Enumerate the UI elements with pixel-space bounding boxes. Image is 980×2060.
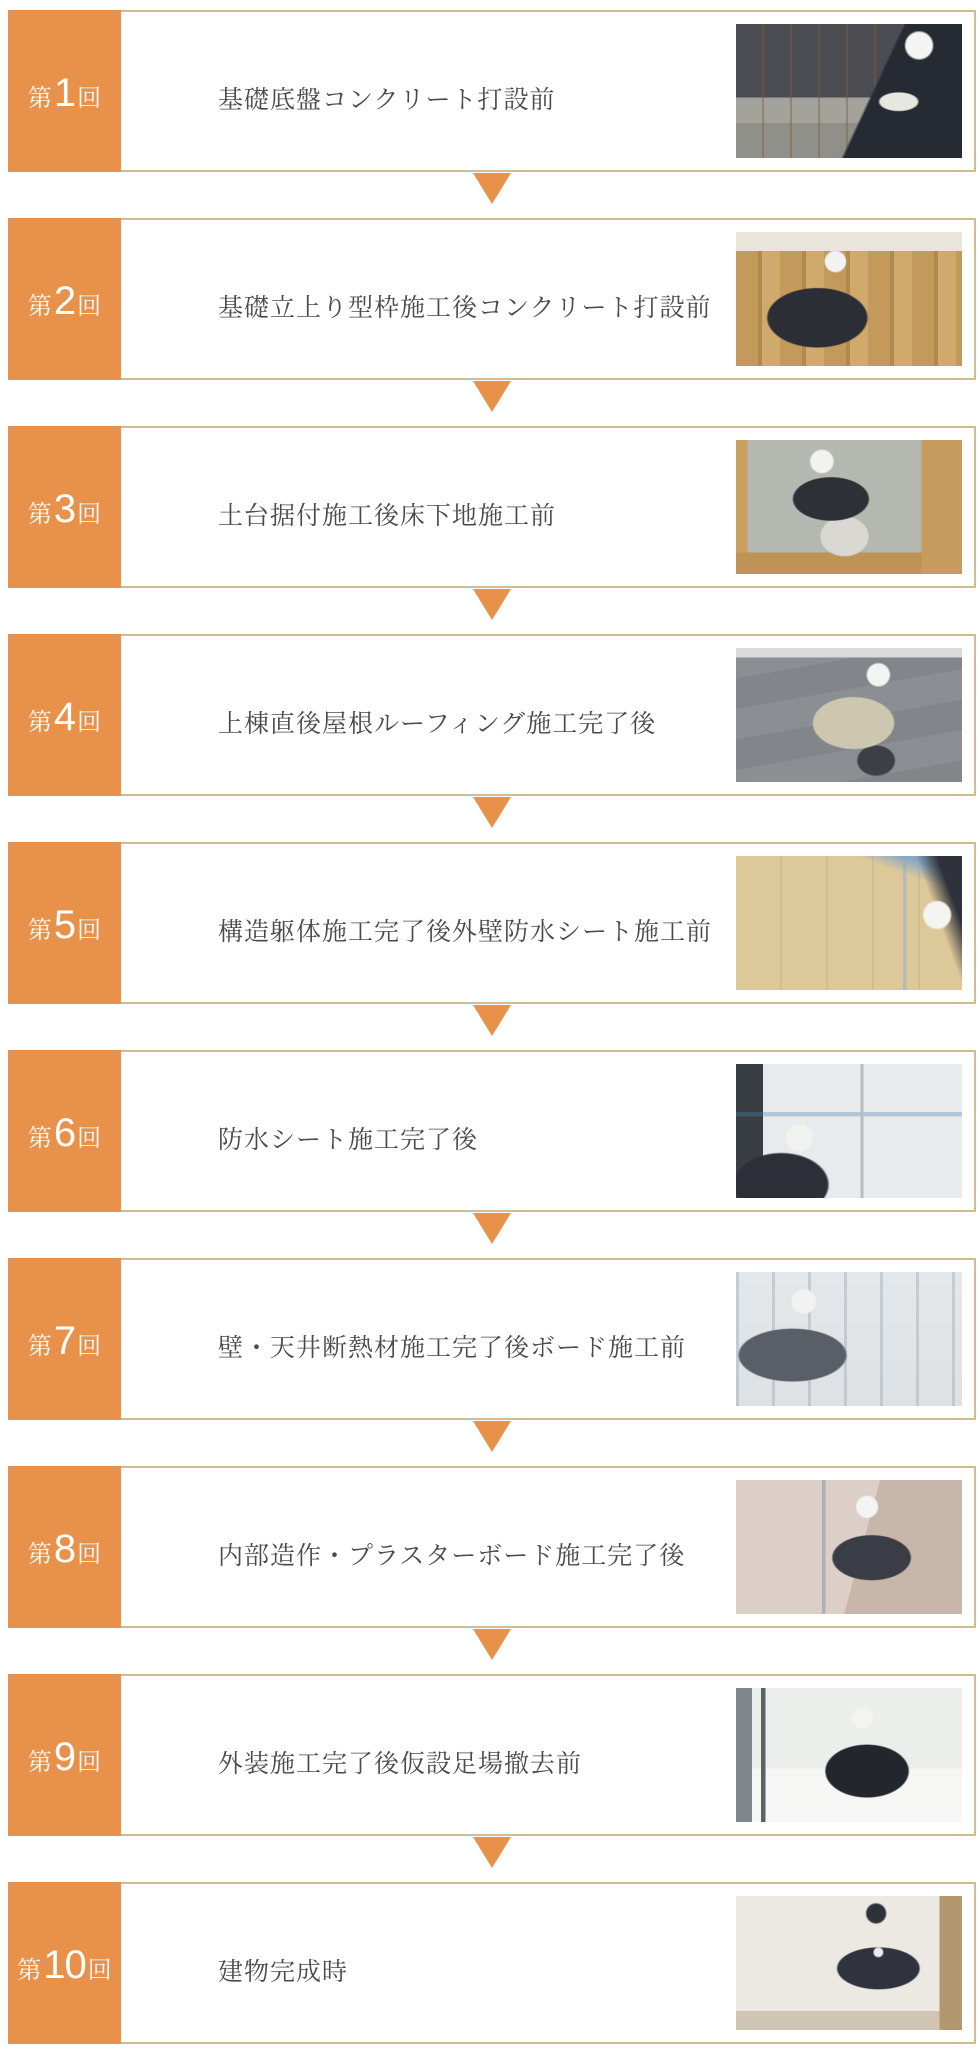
round-prefix: 第 [27, 1333, 52, 1360]
round-suffix: 回 [77, 1749, 102, 1776]
inspection-step-row [8, 842, 976, 1004]
round-prefix: 第 [27, 501, 52, 528]
arrow-down-icon [473, 1837, 511, 1868]
step-round-text [28, 73, 101, 113]
arrow-down-icon [473, 1629, 511, 1660]
step-content [121, 428, 974, 586]
round-prefix: 第 [27, 293, 52, 320]
inspector-checking-sill-installation-photo [736, 440, 962, 574]
inspector-checking-structural-frame-wall-photo [736, 856, 962, 990]
round-number: 8 [53, 1527, 76, 1571]
step-round-badge [8, 1882, 121, 2044]
inspector-checking-waterproof-sheet-photo [736, 1064, 962, 1198]
arrow-down-icon [473, 1213, 511, 1244]
step-content [121, 220, 974, 378]
inspector-measuring-roof-underlayment-photo [736, 648, 962, 782]
round-number: 7 [53, 1319, 76, 1363]
step-round-badge [8, 218, 121, 380]
step-round-text [28, 1737, 101, 1777]
inspection-step-row [8, 218, 976, 380]
step-round-badge [8, 10, 121, 172]
step-round-text [28, 1529, 101, 1569]
step-round-text [28, 1113, 101, 1153]
round-suffix: 回 [77, 85, 102, 112]
inspection-step-row [8, 1674, 976, 1836]
step-round-text [28, 1321, 101, 1361]
step-description: 上棟直後屋根ルーフィング施工完了後 [218, 710, 657, 738]
round-suffix: 回 [87, 1957, 112, 1984]
round-number: 9 [53, 1735, 76, 1779]
inspector-reading-plans-at-formwork-photo [736, 232, 962, 366]
step-content [121, 1260, 974, 1418]
step-round-text [17, 1945, 112, 1985]
round-prefix: 第 [27, 709, 52, 736]
step-round-text [28, 905, 101, 945]
inspector-checking-exterior-wall-photo [736, 1688, 962, 1822]
inspection-step-row [8, 10, 976, 172]
step-description: 建物完成時 [218, 1958, 349, 1986]
round-suffix: 回 [77, 1541, 102, 1568]
step-description: 内部造作・プラスターボード施工完了後 [218, 1542, 686, 1570]
step-description: 基礎底盤コンクリート打設前 [218, 86, 556, 114]
step-round-badge [8, 1258, 121, 1420]
step-description: 構造躯体施工完了後外壁防水シート施工前 [218, 918, 713, 946]
step-round-badge [8, 842, 121, 1004]
inspector-checking-foundation-rebar-photo [736, 24, 962, 158]
step-content [121, 1676, 974, 1834]
arrow-down-icon [473, 1005, 511, 1036]
inspection-step-row [8, 1050, 976, 1212]
round-number: 1 [53, 71, 76, 115]
round-suffix: 回 [77, 917, 102, 944]
step-description: 壁・天井断熱材施工完了後ボード施工前 [218, 1334, 687, 1362]
round-prefix: 第 [27, 1541, 52, 1568]
inspection-step-row [8, 1882, 976, 2044]
step-round-text [28, 281, 101, 321]
round-prefix: 第 [27, 917, 52, 944]
round-suffix: 回 [77, 709, 102, 736]
inspection-step-row [8, 1258, 976, 1420]
step-description: 基礎立上り型枠施工後コンクリート打設前 [218, 294, 712, 322]
round-suffix: 回 [77, 1125, 102, 1152]
arrow-down-icon [473, 1421, 511, 1452]
round-prefix: 第 [17, 1957, 42, 1984]
step-round-badge [8, 426, 121, 588]
step-description: 防水シート施工完了後 [218, 1126, 479, 1154]
round-number: 10 [43, 1943, 86, 1987]
step-round-text [28, 697, 101, 737]
inspection-step-row [8, 634, 976, 796]
round-prefix: 第 [27, 85, 52, 112]
step-round-badge [8, 1466, 121, 1628]
step-description: 土台据付施工後床下地施工前 [218, 502, 557, 530]
round-number: 2 [53, 279, 76, 323]
step-round-text [28, 489, 101, 529]
arrow-down-icon [473, 797, 511, 828]
round-suffix: 回 [77, 1333, 102, 1360]
step-round-badge [8, 1674, 121, 1836]
step-content [121, 12, 974, 170]
step-content [121, 636, 974, 794]
step-round-badge [8, 1050, 121, 1212]
step-content [121, 1884, 974, 2042]
arrow-down-icon [473, 173, 511, 204]
step-content [121, 844, 974, 1002]
inspector-checking-insulation-photo [736, 1272, 962, 1406]
inspector-checking-completed-interior-photo [736, 1896, 962, 2030]
step-round-badge [8, 634, 121, 796]
arrow-down-icon [473, 381, 511, 412]
round-prefix: 第 [27, 1749, 52, 1776]
arrow-down-icon [473, 589, 511, 620]
inspection-step-row [8, 426, 976, 588]
step-content [121, 1468, 974, 1626]
round-number: 6 [53, 1111, 76, 1155]
step-content [121, 1052, 974, 1210]
round-suffix: 回 [77, 501, 102, 528]
round-suffix: 回 [77, 293, 102, 320]
round-prefix: 第 [27, 1125, 52, 1152]
round-number: 5 [53, 903, 76, 947]
inspector-checking-plasterboard-interior-photo [736, 1480, 962, 1614]
inspection-step-row [8, 1466, 976, 1628]
round-number: 3 [53, 487, 76, 531]
step-description: 外装施工完了後仮設足場撤去前 [218, 1750, 583, 1778]
round-number: 4 [53, 695, 76, 739]
